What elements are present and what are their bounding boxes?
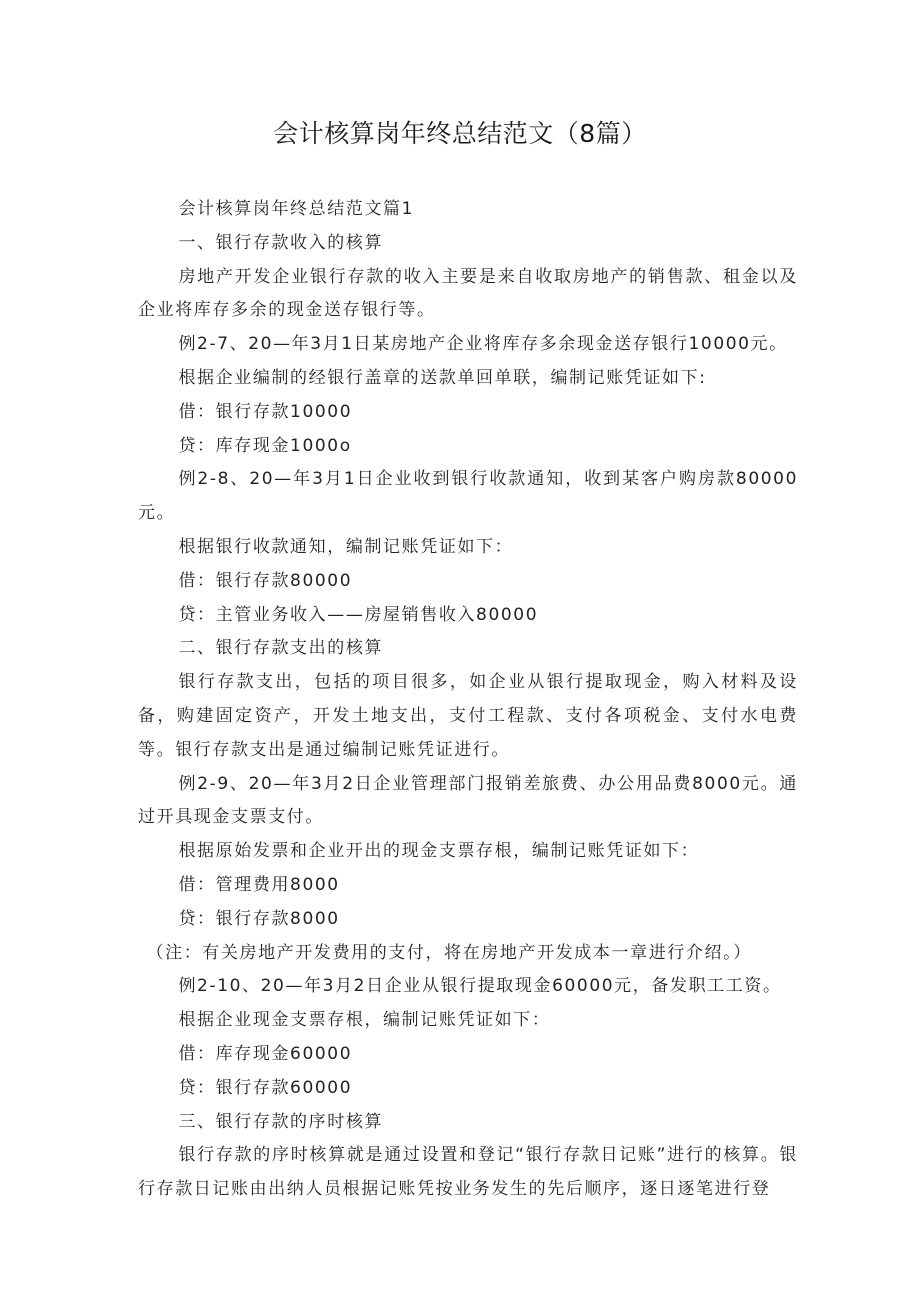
- document-title: 会计核算岗年终总结范文（8篇）: [273, 119, 647, 148]
- section-heading: 会计核算岗年终总结范文篇1: [178, 199, 415, 219]
- paragraph: 根据原始发票和企业开出的现金支票存根，编制记账凭证如下：: [178, 841, 700, 862]
- document-body: [138, 193, 798, 1207]
- journal-entry: 贷：库存现金1000o: [178, 435, 352, 456]
- subsection-heading: 二、银行存款支出的核算: [178, 638, 384, 659]
- journal-entry: 借：库存现金60000: [178, 1043, 353, 1064]
- example-line: 例2-7、20—年3月1日某房地产企业将库存多余现金送存银行10000元。: [178, 334, 788, 355]
- note-line: （注：有关房地产开发费用的支付，将在房地产开发成本一章进行介绍。）: [146, 942, 752, 963]
- journal-entry: 贷：主管业务收入——房屋销售收入80000: [178, 604, 539, 625]
- journal-entry: 借：银行存款10000: [178, 401, 353, 422]
- paragraph: 根据银行收款通知，编制记账凭证如下：: [178, 536, 514, 557]
- paragraph: 银行存款支出，包括的项目很多，如企业从银行提取现金，购入材料及设备，购建固定资产，开发土地支出，支付工程款、支付各项税金、支付水电费等。银行存款支出是通过编制记账凭证进行。: [138, 672, 798, 760]
- subsection-heading: 一、银行存款收入的核算: [178, 232, 384, 253]
- journal-entry: 借：银行存款80000: [178, 570, 353, 591]
- subsection-heading: 三、银行存款的序时核算: [178, 1111, 384, 1132]
- paragraph: 房地产开发企业银行存款的收入主要是来自收取房地产的销售款、租金以及企业将库存多余的现金送存银行等。: [138, 266, 798, 321]
- paragraph: 根据企业现金支票存根，编制记账凭证如下：: [178, 1010, 551, 1031]
- paragraph: 银行存款的序时核算就是通过设置和登记“银行存款日记账”进行的核算。银行存款日记账由出纳人员根据记账凭按业务发生的先后顺序，逐日逐笔进行登: [138, 1145, 798, 1200]
- journal-entry: 借：管理费用8000: [178, 874, 340, 895]
- example-line: 例2-8、20—年3月1日企业收到银行收款通知，收到某客户购房款80000元。: [138, 469, 798, 524]
- paragraph: 根据企业编制的经银行盖章的送款单回单联，编制记账凭证如下:: [178, 367, 707, 388]
- journal-entry: 贷：银行存款60000: [178, 1077, 353, 1098]
- journal-entry: 贷：银行存款8000: [178, 908, 340, 929]
- example-line: 例2-9、20—年3月2日企业管理部门报销差旅费、办公用品费8000元。通过开具现金支票支付。: [138, 773, 798, 828]
- example-line: 例2-10、20—年3月2日企业从银行提取现金60000元，备发职工工资。: [178, 976, 782, 997]
